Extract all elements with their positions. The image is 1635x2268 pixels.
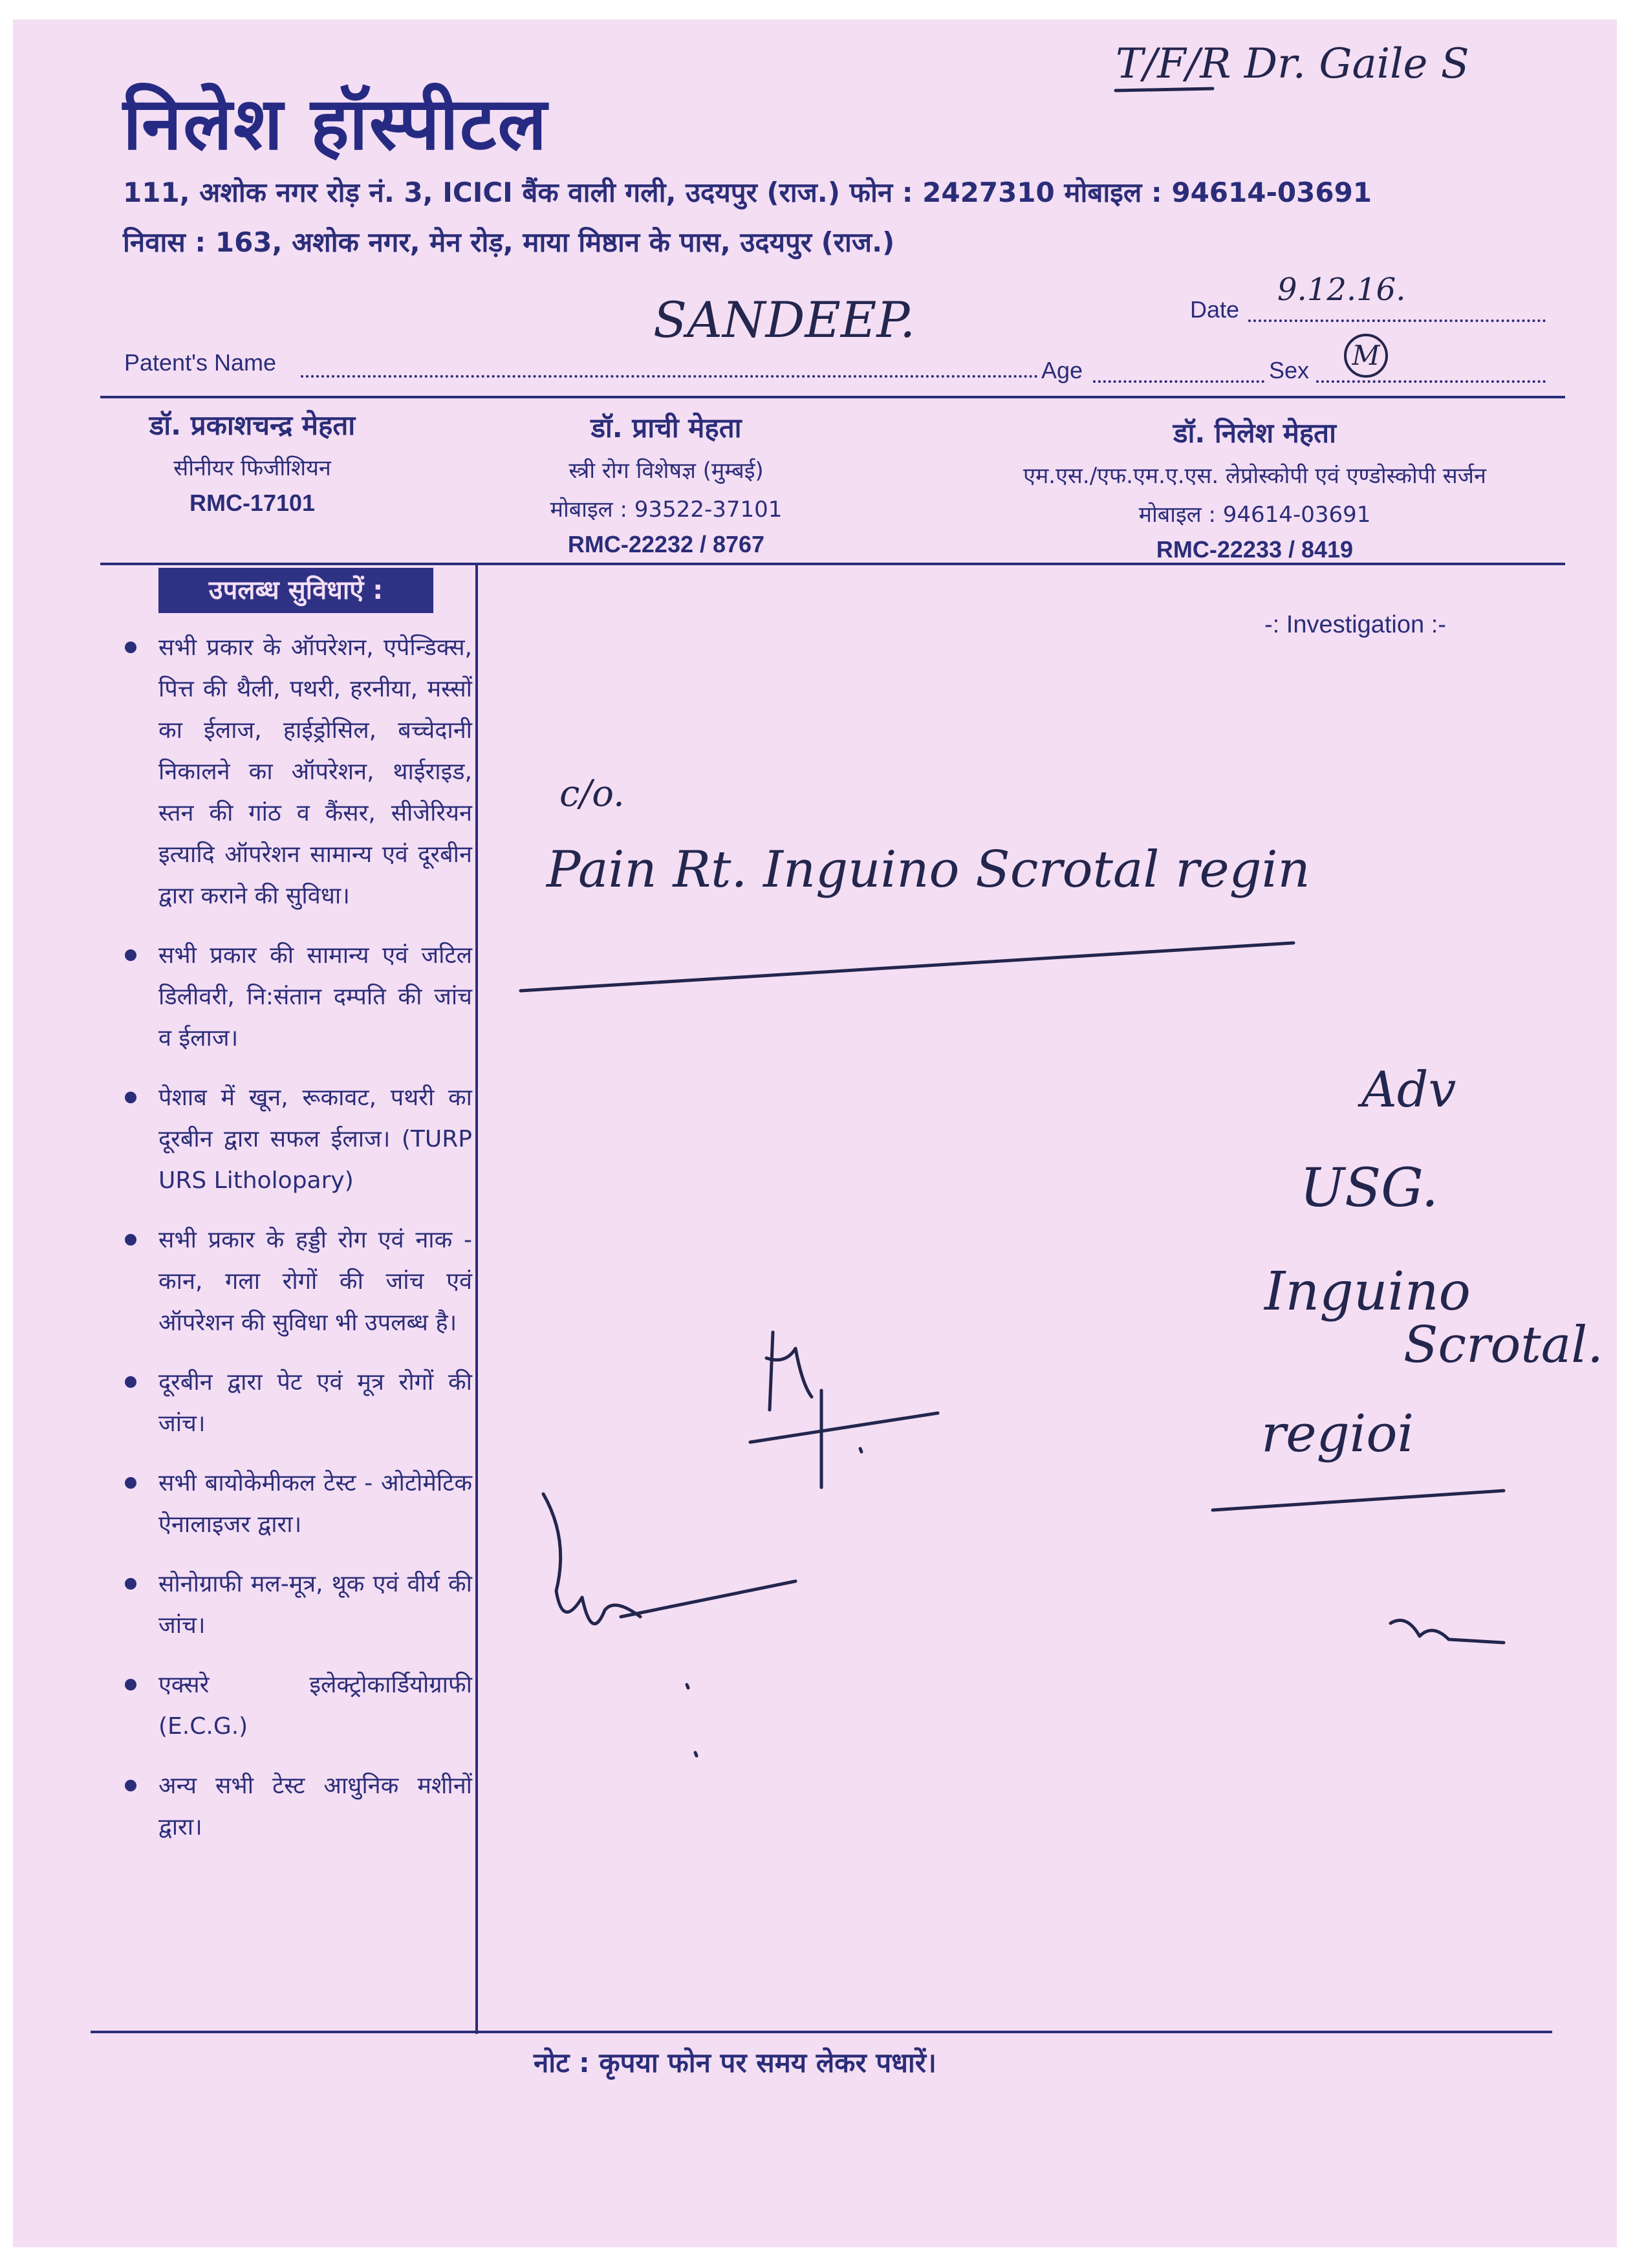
doctor-1-name: डॉ. प्रकाशचन्द्र मेहता [149, 409, 356, 441]
signature-mark-2 [543, 1494, 796, 1624]
patient-name-value: SANDEEP. [653, 291, 916, 349]
handwritten-referral: T/F/R Dr. Gaile S [1116, 40, 1469, 88]
complaint-underline [521, 943, 1294, 991]
doctor-2-name: डॉ. प्राची मेहता [590, 412, 742, 444]
co-label: c/o. [559, 773, 625, 815]
advice-underline [1213, 1491, 1504, 1510]
doctor-2-title: स्त्री रोग विशेषज्ञ (मुम्बई) [568, 458, 764, 484]
initial-mark [1391, 1621, 1504, 1643]
address-line-2: निवास : 163, अशोक नगर, मेन रोड़, माया मिष्ठान के पास, उदयपुर (राज.) [123, 226, 895, 258]
footer-note: नोट : कृपया फोन पर समय लेकर पधारें। [534, 2047, 937, 2079]
doctor-2-mobile: मोबाइल : 93522-37101 [550, 497, 783, 523]
complaint-text: Pain Rt. Inguino Scrotal regin [547, 841, 1310, 899]
patient-name-label: Patent's Name [124, 349, 276, 376]
facility-item: सभी बायोकेमीकल टेस्ट - ओटोमेटिक ऐनालाइजर द्वारा। [120, 1463, 472, 1546]
signature-mark-1 [750, 1332, 938, 1487]
date-value: 9.12.16. [1277, 272, 1406, 308]
address-line-1: 111, अशोक नगर रोड़ नं. 3, ICICI बैंक वाली गली, उदयपुर (राज.) फोन : 2427310 मोबाइल : 94614-03691 [123, 177, 1372, 208]
facility-item: एक्सरे इलेक्ट्रोकार्डियोग्राफी (E.C.G.) [120, 1665, 472, 1747]
investigation-label: -: Investigation :- [1264, 611, 1446, 638]
facility-item: सभी प्रकार के हड्डी रोग एवं नाक - कान, गला रोगों की जांच एवं ऑपरेशन की सुविधा भी उपलब्ध है। [120, 1220, 472, 1344]
advice-line-1: USG. [1300, 1158, 1438, 1219]
referral-underline [1116, 89, 1213, 91]
facility-item: सोनोग्राफी मल-मूत्र, थूक एवं वीर्य की जांच। [120, 1564, 472, 1647]
sex-value: M [1344, 334, 1388, 378]
hospital-name: निलेश हॉस्पीटल [123, 82, 548, 166]
advice-line-3: Scrotal. [1403, 1316, 1603, 1374]
doctor-3-mobile: मोबाइल : 94614-03691 [1138, 502, 1371, 528]
dot-mark-2 [695, 1753, 697, 1756]
doctor-1-title: सीनीयर फिजीशियन [173, 455, 331, 481]
facility-item: दूरबीन द्वारा पेट एवं मूत्र रोगों की जांच। [120, 1362, 472, 1445]
facility-item: अन्य सभी टेस्ट आधुनिक मशीनों द्वारा। [120, 1766, 472, 1848]
dot-mark-1 [687, 1685, 688, 1688]
age-label: Age [1041, 357, 1083, 383]
facility-item: सभी प्रकार की सामान्य एवं जटिल डिलीवरी, नि:संतान दम्पति की जांच व ईलाज। [120, 935, 472, 1059]
advice-line-4: regioi [1261, 1403, 1414, 1463]
advice-heading: Adv [1361, 1061, 1456, 1118]
advice-line-2: Inguino [1264, 1261, 1471, 1323]
doctor-1-rmc: RMC-17101 [189, 490, 316, 516]
doctor-3-name: डॉ. निलेश मेहता [1173, 417, 1336, 449]
doctor-2-rmc: RMC-22232 / 8767 [567, 531, 765, 557]
facility-item: पेशाब में खून, रूकावट, पथरी का दूरबीन द्वारा सफल ईलाज। (TURP URS Litholopary) [120, 1077, 472, 1202]
doctor-3-rmc: RMC-22233 / 8419 [1156, 536, 1354, 563]
date-label: Date [1190, 296, 1240, 323]
sex-label: Sex [1269, 357, 1310, 383]
facility-item: सभी प्रकार के ऑपरेशन, एपेन्डिक्स, पित्त की थैली, पथरी, हरनीया, मस्सों का ईलाज, हाईड्रोसिल, बच्चेदानी निकालने का ऑपरेशन, थाईराइड, स्तन की गांठ व कैंसर, सीजेरियन इत्यादि ऑपरेशन सामान्य एवं दूरबीन द्वारा कराने की सुविधा। [120, 627, 472, 917]
doctor-3-title: एम.एस./एफ.एम.ए.एस. लेप्रोस्कोपी एवं एण्डोस्कोपी सर्जन [1023, 463, 1486, 489]
facilities-title: उपलब्ध सुविधाऐं : [158, 568, 433, 613]
